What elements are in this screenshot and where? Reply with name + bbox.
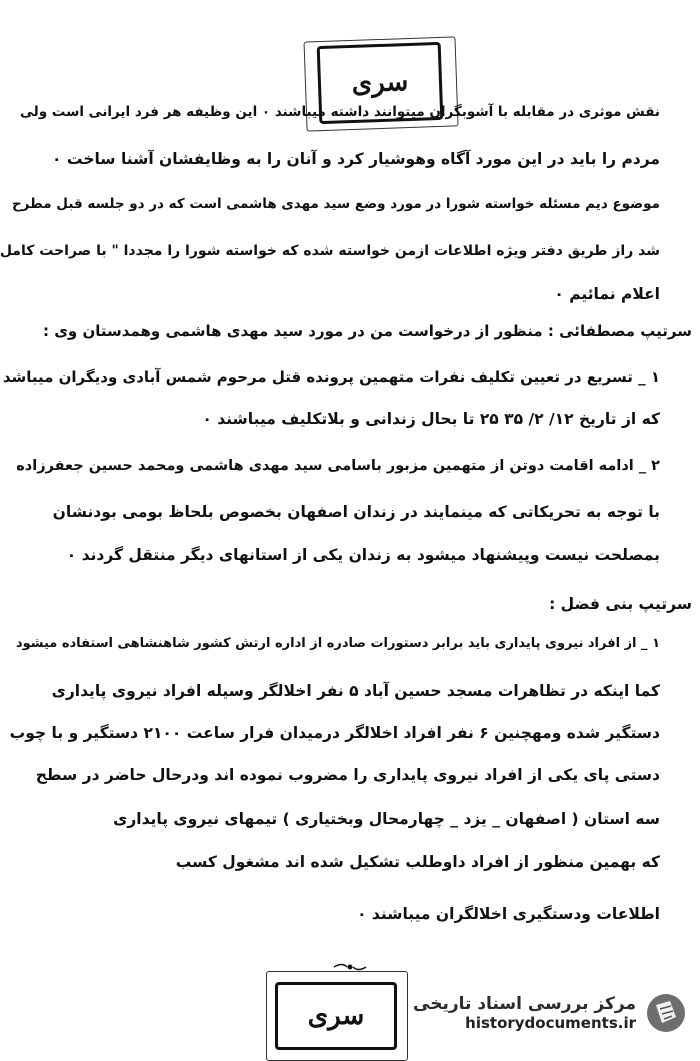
doc-line-16: دستی پای یکی از افراد نیروی پایداری را مضروب نموده اند ودرحال حاضر در سطح bbox=[35, 766, 660, 784]
speaker-heading-mostafaei: سرتیپ مصطفائی : منظور از درخواست من در مورد سید مهدی هاشمی وهمدستان وی : bbox=[42, 322, 692, 340]
secret-stamp-top-text: سری bbox=[351, 67, 409, 99]
doc-line-3: موضوع دیم مسئله خواسته شورا در مورد وضع سید مهدی هاشمی است که در دو جلسه قبل مطرح bbox=[11, 196, 660, 212]
doc-line-8: که از تاریخ ۱۲/ ۲/ ۳۵ ۲۵ تا بحال زندانی و بلاتکلیف میباشند ۰ bbox=[202, 410, 660, 428]
doc-line-15: دستگیر شده ومهچنین ۶ نفر افراد اخلالگر درمیدان فرار ساعت ۲۱۰۰ دستگیر و با چوب bbox=[9, 724, 660, 742]
doc-line-18: که بهمین منظور از افراد داوطلب تشکیل شده اند مشغول کسب bbox=[175, 853, 660, 871]
doc-line-19: اطلاعات ودستگیری اخلالگران میباشند ۰ bbox=[357, 905, 660, 923]
secret-stamp-bottom-text: سری bbox=[307, 1001, 365, 1031]
doc-line-10: با توجه به تحریکاتی که مینمایند در زندان اصفهان بخصوص بلحاظ بومی بودنشان bbox=[52, 503, 660, 521]
archive-watermark bbox=[396, 984, 688, 1042]
doc-line-5: اعلام نمائیم ۰ bbox=[554, 285, 660, 303]
watermark-url: historydocuments.ir bbox=[465, 1014, 636, 1032]
watermark-title: مرکز بررسی اسناد تاریخی bbox=[413, 994, 636, 1014]
doc-line-7: ۱ _ تسریع در تعیین تکلیف نفرات متهمین پرونده قتل مرحوم شمس آبادی ودیگران میباشد bbox=[2, 368, 660, 386]
doc-line-11: بمصلحت نیست وپیشنهاد میشود به زندان یکی از استانهای دیگر منتقل گردند ۰ bbox=[66, 546, 660, 564]
doc-line-2: مردم را باید در این مورد آگاه وهوشیار کرد و آنان را به وظایفشان آشنا ساخت ۰ bbox=[52, 150, 660, 168]
speaker-heading-banifazl: سرتیپ بنی فضل : bbox=[549, 595, 692, 613]
doc-line-14: کما اینکه در تظاهرات مسجد حسین آباد ۵ نفر اخلالگر وسیله افراد نیروی پایداری bbox=[51, 682, 660, 700]
doc-line-4: شد راز طریق دفتر ویژه اطلاعات ازمن خواسته شده که خواسته شورا را مجددا " با صراحت کامل bbox=[0, 243, 660, 259]
doc-line-1: نقش موثری در مقابله با آشوبگران میتوانند داشته میباشند ۰ این وظیفه هر فرد ایرانی است ولی bbox=[19, 104, 660, 120]
archive-logo-icon bbox=[644, 991, 688, 1035]
doc-line-13: ۱ _ از افراد نیروی پایداری باید برابر دستورات صادره از اداره ارتش کشور شاهنشاهی استفاده میشود bbox=[15, 636, 660, 651]
doc-line-17: سه استان ( اصفهان _ یزد _ چهارمحال وبختیاری ) تیمهای نیروی پایداری bbox=[113, 810, 660, 828]
doc-line-9: ۲ _ ادامه اقامت دوتن از متهمین مزبور باسامی سید مهدی هاشمی ومحمد حسین جعفرزاده bbox=[16, 458, 660, 474]
secret-stamp-bottom bbox=[275, 982, 397, 1050]
